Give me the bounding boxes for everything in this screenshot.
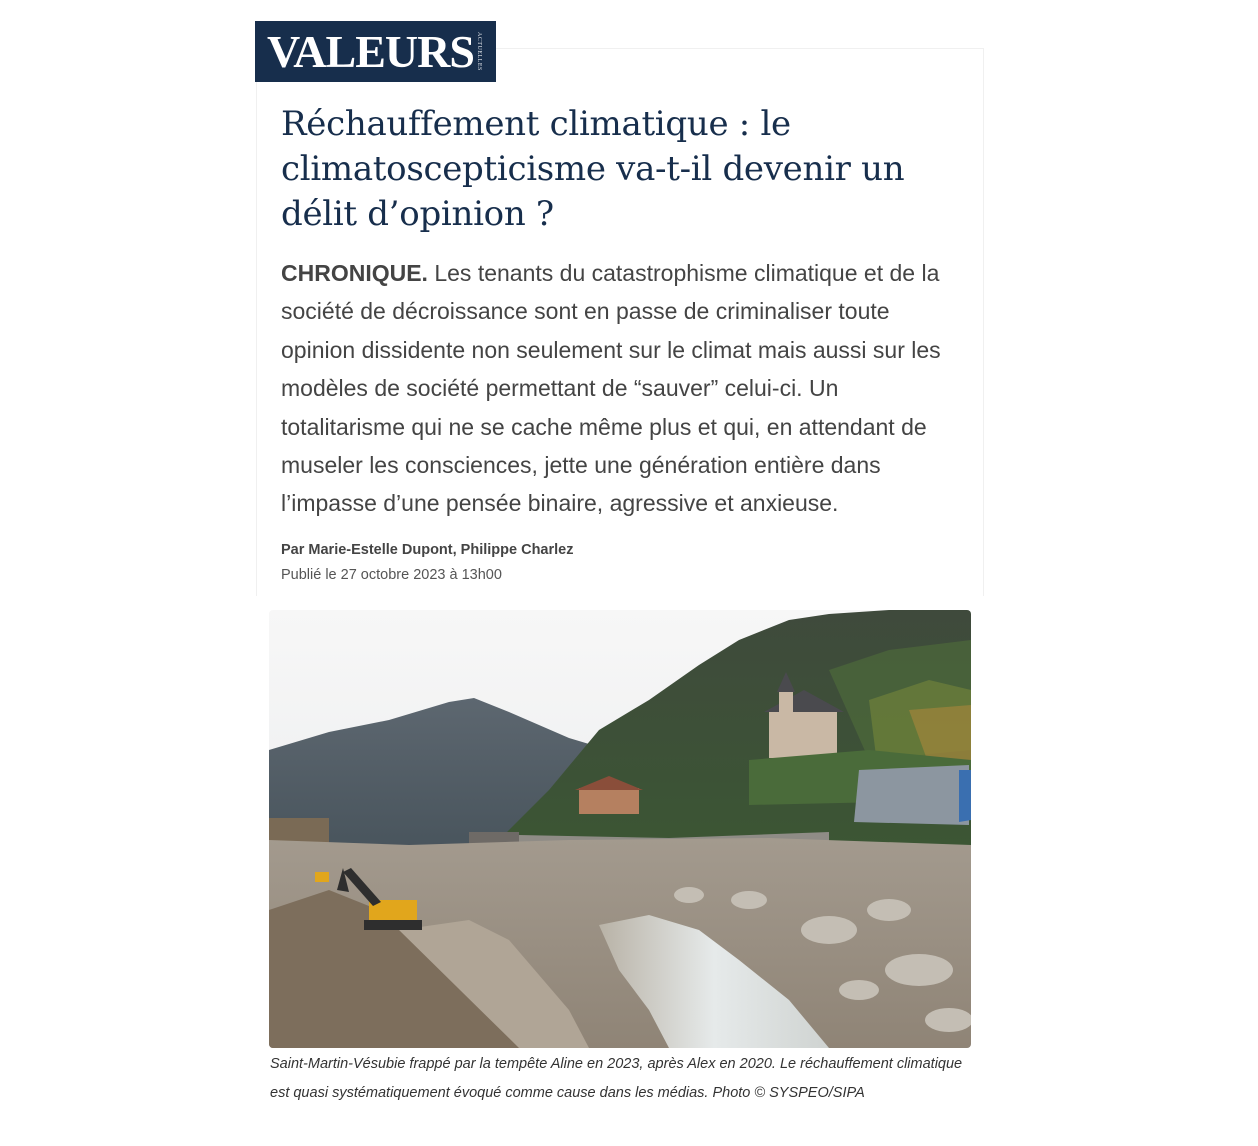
article-photo[interactable] [269,610,971,1048]
lead-tag: CHRONIQUE. [281,260,428,286]
photo-tarp [854,765,969,825]
lead-text: Les tenants du catastrophisme climatique et de la société de décroissance sont en passe de criminaliser toute opinion dissidente non seulement sur le climat mais aussi sur les modèles de société permettant de “sauver” celui-ci. Un totalitarisme qui ne se cache même plus et qui, en attendant de museler les consciences, jette une génération entière dans l’impasse d’une pensée binaire, agressive et anxieuse. [281,260,941,517]
article-lead [281,254,961,523]
author-byline[interactable]: Par Marie-Estelle Dupont, Philippe Charlez [281,542,574,558]
article-title: Réchauffement climatique : le climatoscepticisme va-t-il devenir un délit d’opinion ? [281,104,905,234]
site-logo[interactable] [255,21,496,82]
photo-caption: Saint-Martin-Vésubie frappé par la tempête Aline en 2023, après Alex en 2020. Le réchauffement climatique est quasi systématiquement évoqué comme cause dans les médias. Photo © SYSPEO/SIPA [270,1056,963,1101]
logo-subname: ACTUELLES [475,32,482,71]
logo-wordmark: VALEURS [267,25,474,77]
publish-date: Publié le 27 octobre 2023 à 13h00 [281,567,502,583]
